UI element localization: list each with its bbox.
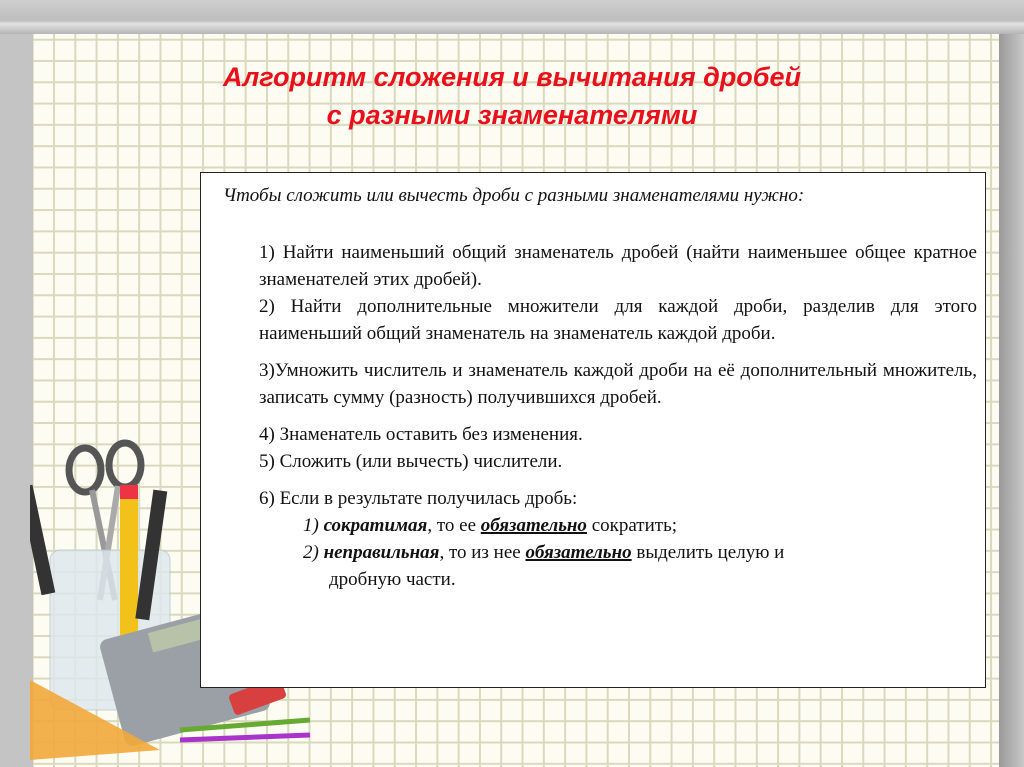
substep-term: сократимая: [323, 515, 428, 536]
step-4: 4) Знаменатель оставить без изменения.: [259, 424, 583, 445]
substep-2-continued: дробную части.: [329, 569, 456, 590]
frame-top: [0, 0, 1024, 34]
frame-right: [999, 34, 1024, 767]
slide-title: [0, 58, 1024, 134]
title-line-2: с разными знаменателями: [326, 100, 698, 130]
title-line-1: Алгоритм сложения и вычитания дробей: [222, 62, 802, 92]
substep-number: 2): [303, 542, 324, 563]
emphasis-must: обязательно: [525, 542, 632, 563]
substep-2: [259, 539, 977, 566]
step-1: 1) Найти наименьший общий знаменатель дробей (найти наименьшее общее кратное знаменателей этих дробей).: [259, 242, 977, 290]
algorithm-textbox: [200, 172, 986, 688]
pencil-icon: [120, 495, 138, 645]
steps-list: [259, 239, 977, 593]
step-5: 5) Сложить (или вычесть) числители.: [259, 451, 563, 472]
emphasis-must: обязательно: [480, 515, 587, 536]
substep-number: 1): [303, 515, 324, 536]
substep-term: неправильная: [323, 542, 440, 563]
substep-text: сократить;: [586, 515, 678, 536]
substep-text: , то ее: [427, 515, 481, 536]
substep-1: [259, 512, 977, 539]
marker-icon: [30, 485, 55, 596]
substep-text: , то из нее: [439, 542, 526, 563]
step-6: 6) Если в результате получилась дробь:: [259, 488, 578, 509]
step-3: 3)Умножить числитель и знаменатель каждой дроби на её дополнительный множитель, записать сумму (разность) получившихся дробей.: [259, 360, 977, 408]
step-2: 2) Найти дополнительные множители для каждой дроби, разделив для этого наименьший общий знаменатель на знаменатель каждой дроби.: [259, 296, 977, 344]
intro-text: Чтобы сложить или вычесть дроби с разными знаменателями нужно:: [223, 185, 805, 206]
substep-text: выделить целую и: [631, 542, 785, 563]
